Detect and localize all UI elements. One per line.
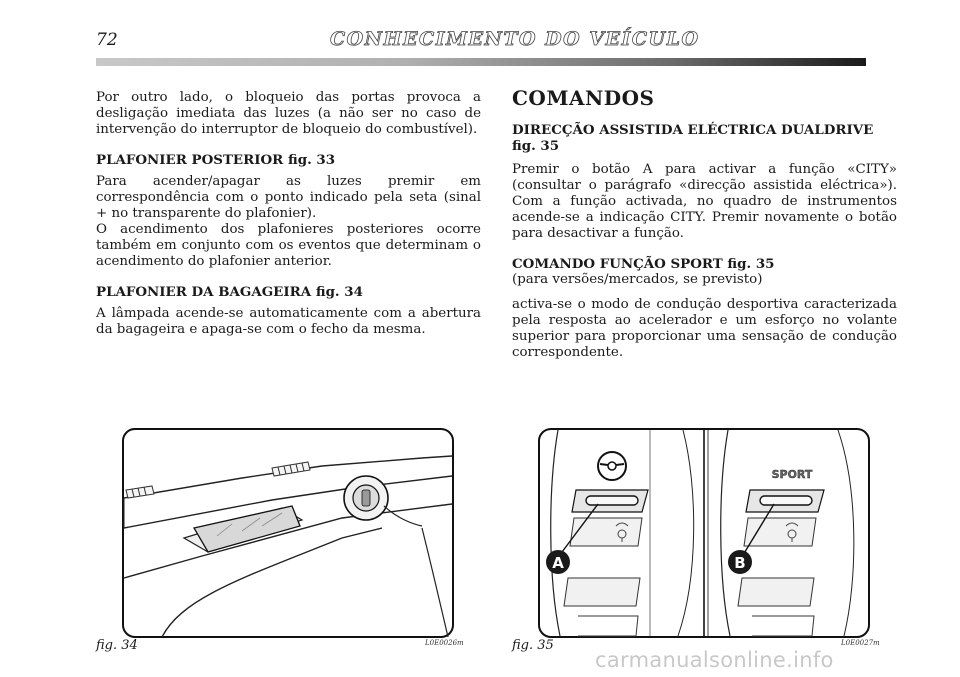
sport-heading: COMANDO FUNÇÃO SPORT fig. 35 — [512, 256, 775, 272]
sport-label: SPORT — [771, 468, 813, 481]
sport-paragraph: activa-se o modo de condução desportiva caracterizada pela resposta ao acelerador e um esforço no volante superior para proporcionar uma sensação de condução correspondente. — [512, 297, 897, 360]
intro-paragraph: Por outro lado, o bloqueio das portas provoca a desligação imediata das luzes (a não ser no caso de intervenção do interruptor de bloqueio do combustível). — [96, 90, 481, 137]
boot-light-paragraph: A lâmpada acende-se automaticamente com a abertura da bagageira e apaga-se com o fecho da mesma. — [96, 306, 481, 337]
dualdrive-heading-line1: DIRECÇÃO ASSISTIDA ELÉCTRICA DUALDRIVE — [512, 122, 874, 138]
watermark: carmanualsonline.info — [595, 648, 834, 672]
header-rule — [96, 58, 866, 66]
figure-34-code: L0E0026m — [425, 639, 464, 647]
dualdrive-heading — [512, 122, 897, 154]
rear-courtesy-light-paragraph-1: Para acender/apagar as luzes premir em correspondência com o ponto indicado pela seta (sinal + no transparente do plafonier). — [96, 174, 481, 221]
button-a-label: A — [552, 554, 564, 572]
boot-light-illustration — [122, 428, 454, 638]
steering-wheel-icon — [598, 452, 626, 480]
page-number: 72 — [96, 30, 118, 50]
rear-courtesy-light-paragraph-2: O acendimento dos plafonieres posteriores ocorre também em conjunto com os eventos que determinam o acendimento do plafonier anterior. — [96, 222, 481, 269]
right-column — [512, 86, 897, 369]
sport-subnote: (para versões/mercados, se previsto) — [512, 272, 763, 287]
controls-title: COMANDOS — [512, 86, 655, 110]
boot-light-heading: PLAFONIER DA BAGAGEIRA fig. 34 — [96, 284, 363, 300]
section-title: CONHECIMENTO DO VEÍCULO — [330, 28, 700, 50]
figure-34-caption: fig. 34 — [96, 638, 138, 653]
rear-courtesy-light-heading: PLAFONIER POSTERIOR fig. 33 — [96, 152, 336, 168]
controls-illustration — [538, 428, 870, 638]
figure-35-caption: fig. 35 — [512, 638, 554, 653]
dualdrive-heading-line2: fig. 35 — [512, 138, 560, 154]
figure-35-code: L0E0027m — [841, 639, 880, 647]
dualdrive-paragraph: Premir o botão A para activar a função «CITY» (consultar o parágrafo «direcção assistida eléctrica»). Com a função activada, no quadro de instrumentos acende-se a indicação CITY. Premir novamente o botão para desactivar a função. — [512, 162, 897, 241]
figure-34 — [122, 428, 454, 638]
figure-35 — [538, 428, 870, 638]
button-b-label: B — [734, 554, 746, 572]
left-column — [96, 90, 481, 346]
